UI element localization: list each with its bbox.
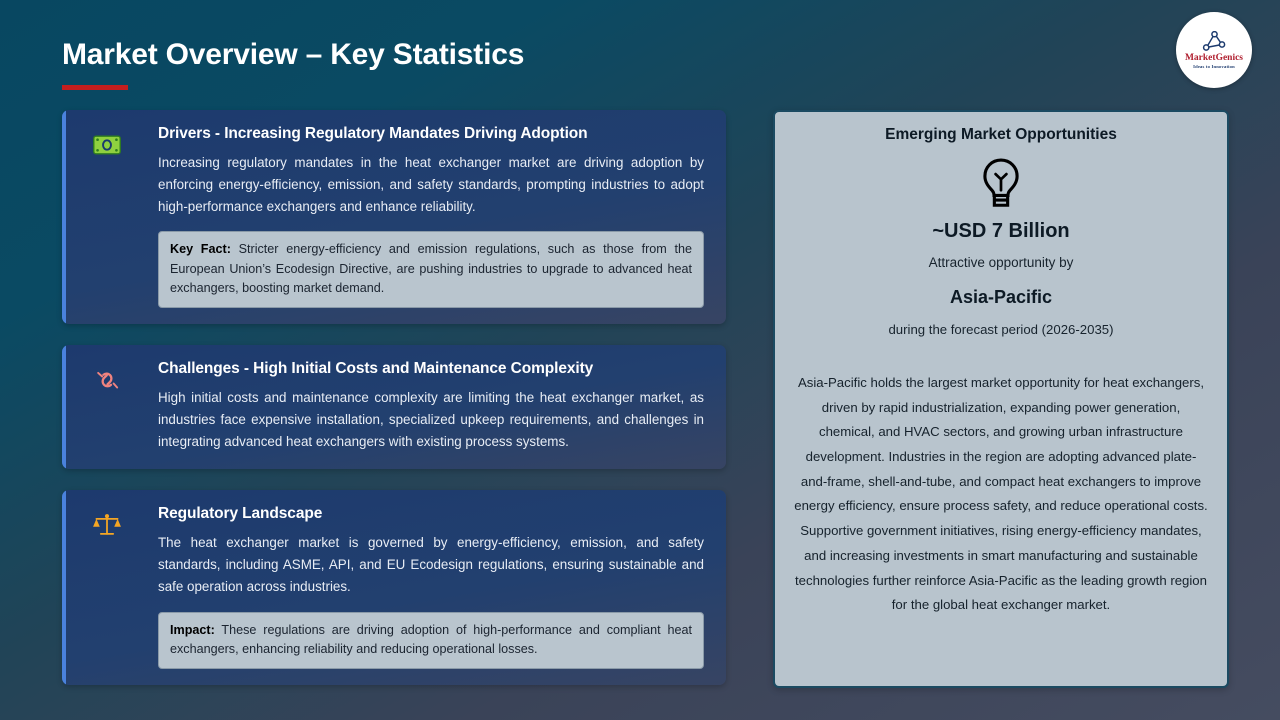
card-heading: Challenges - High Initial Costs and Maintenance Complexity <box>158 359 594 377</box>
card-regulatory-landscape <box>62 490 726 684</box>
broken-chain-icon <box>90 363 124 397</box>
card-description: High initial costs and maintenance complexity are limiting the heat exchanger market, as industries face expensive installation, specialized upkeep requirements, and challenges in integrating advanced heat exchangers with existing process systems. <box>158 389 704 450</box>
balance-scales-icon <box>90 508 124 542</box>
key-fact-label: Key Fact: <box>170 242 231 257</box>
forecast-period: during the forecast period (2026-2035) <box>888 322 1114 337</box>
opportunity-subtitle: Attractive opportunity by <box>928 255 1074 270</box>
card-description: The heat exchanger market is governed by energy-efficiency, emission, and safety standards, including ASME, API, and EU Ecodesign regulations, ensuring sustainable and safe operation across industries. <box>158 535 704 595</box>
network-node-icon <box>1201 31 1227 53</box>
insight-cards-column <box>62 110 726 685</box>
panel-title: Emerging Market Opportunities <box>885 126 1117 143</box>
card-description: Increasing regulatory mandates in the heat exchanger market are driving adoption by enforcing energy-efficiency, emission, and safety standards, prompting industries to adopt high-performance exchangers and enhance reliability. <box>158 155 704 215</box>
card-heading: Drivers - Increasing Regulatory Mandates Driving Adoption <box>158 125 588 142</box>
card-heading: Regulatory Landscape <box>158 505 323 523</box>
card-drivers <box>62 110 726 324</box>
impact-box <box>158 612 704 669</box>
card-challenges <box>62 345 726 469</box>
logo-tagline: Ideas to Innovation <box>1193 63 1235 69</box>
banknote-icon <box>90 128 124 162</box>
impact-text: These regulations are driving adoption of high-performance and compliant heat exchangers, enhancing reliability and reducing operational losses. <box>170 622 692 657</box>
key-fact-text: Stricter energy-efficiency and emission regulations, such as those from the European Union’s Ecodesign Directive, are pushing industries to upgrade to advanced heat exchangers, boosting market demand. <box>170 242 692 296</box>
opportunity-value: ~USD 7 Billion <box>932 220 1070 242</box>
opportunity-region: Asia-Pacific <box>949 287 1053 307</box>
card-accent-bar <box>62 110 66 324</box>
page-title: Market Overview – Key Statistics <box>62 38 525 71</box>
card-accent-bar <box>62 345 66 469</box>
opportunity-paragraph: Asia-Pacific holds the largest market opportunity for heat exchangers, driven by rapid industrialization, expanding power generation, chemical, and HVAC sectors, and growing urban infrastructure development. Industries in the region are adopting advanced plate-and-frame, shell-and-tube, and compact heat exchangers to improve energy efficiency, ensure process safety, and reduce operational costs. Supportive government initiatives, rising energy-efficiency mandates, and increasing investments in smart manufacturing and sustainable technologies further reinforce Asia-Pacific as the leading growth region for the global heat exchanger market. <box>794 375 1208 613</box>
title-underline-rule <box>62 85 128 90</box>
brand-logo <box>1176 12 1252 88</box>
card-accent-bar <box>62 490 66 684</box>
key-fact-box <box>158 231 704 308</box>
emerging-opportunities-panel <box>773 110 1229 688</box>
logo-brand-name: MarketGenics <box>1184 52 1244 63</box>
impact-label: Impact: <box>170 622 215 637</box>
lightbulb-icon <box>793 158 1209 212</box>
